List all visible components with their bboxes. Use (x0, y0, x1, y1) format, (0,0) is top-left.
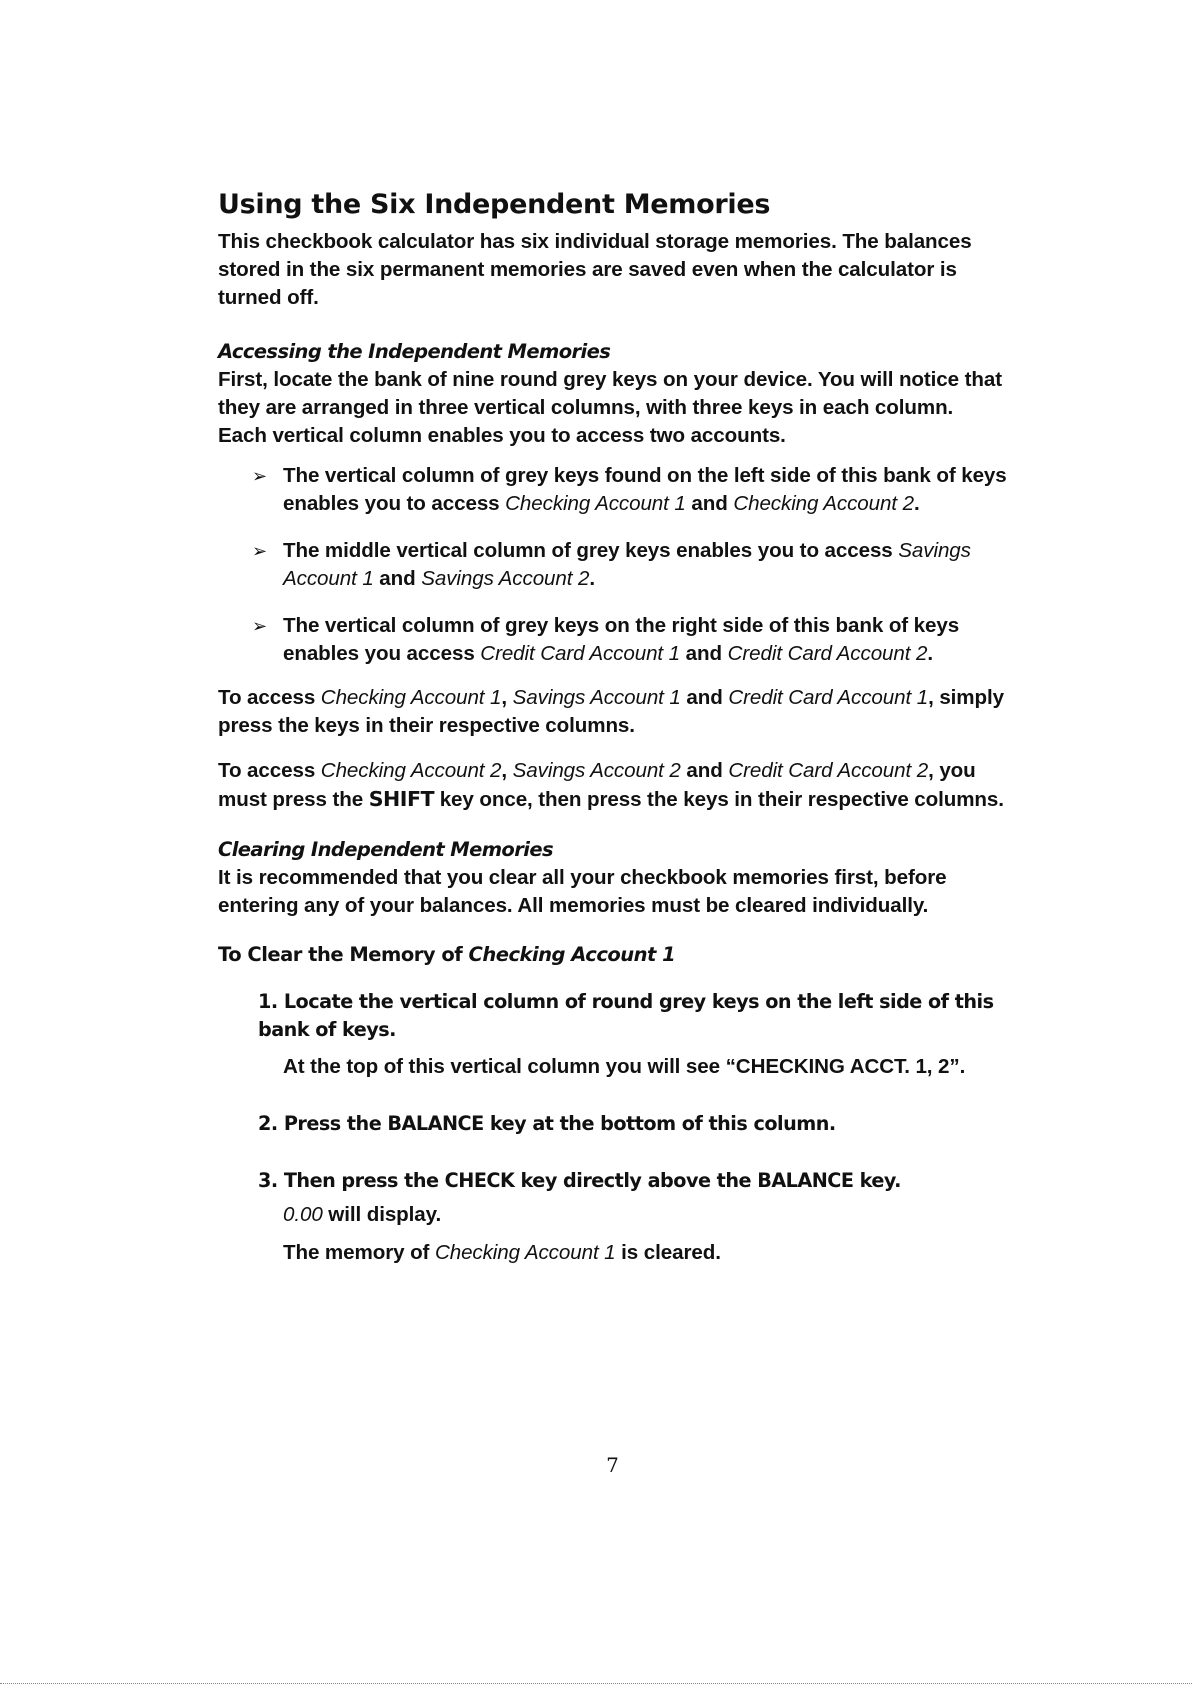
accessing-paragraph-1: First, locate the bank of nine round grey keys on your device. You will notice that they are arranged in three vertical columns, with three keys in each column. (218, 368, 1002, 419)
arrow-bullet-icon: ➢ (252, 466, 267, 486)
step-2: 2. Press the BALANCE key at the bottom of this column. (258, 1112, 836, 1135)
access-accounts-2-paragraph: To access Checking Account 2, Savings Account 2 and Credit Card Account 2, you must press the SHIFT key once, then press the keys in their respective columns. (218, 759, 1004, 811)
accessing-heading: Accessing the Independent Memories (218, 340, 611, 363)
arrow-bullet-icon: ➢ (252, 541, 267, 561)
page-number: 7 (606, 1453, 619, 1477)
clearing-heading: Clearing Independent Memories (218, 838, 553, 861)
account-column-list (218, 462, 1018, 668)
clear-subheading: To Clear the Memory of Checking Account 1 (218, 943, 676, 966)
list-item: ➢ The vertical column of grey keys on the right side of this bank of keys enables you access Credit Card Account 1 and Credit Card Account 2. (252, 614, 960, 665)
clearing-paragraph: It is recommended that you clear all your checkbook memories first, before entering any of your balances. All memories must be cleared individually. (218, 866, 947, 917)
page-title: Using the Six Independent Memories (218, 189, 771, 220)
arrow-bullet-icon: ➢ (252, 616, 267, 636)
step-3-note-1: 0.00 will display. (283, 1203, 442, 1226)
list-item: ➢ The vertical column of grey keys found on the left side of this bank of keys enables you to access Checking Account 1 and Checking Account 2. (252, 464, 1007, 515)
list-item: ➢ The middle vertical column of grey keys enables you to access Savings Account 1 and Savings Account 2. (252, 539, 971, 590)
step-3: 3. Then press the CHECK key directly above the BALANCE key. (258, 1169, 901, 1192)
step-1: 1. Locate the vertical column of round grey keys on the left side of this bank of keys. (258, 990, 994, 1041)
document-page (218, 188, 1018, 1267)
step-3-note-2: The memory of Checking Account 1 is cleared. (283, 1241, 721, 1264)
shift-key-label: SHIFT (368, 787, 435, 811)
access-accounts-1-paragraph: To access Checking Account 1, Savings Account 1 and Credit Card Account 1, simply press the keys in their respective columns. (218, 686, 1004, 737)
intro-paragraph: This checkbook calculator has six individual storage memories. The balances stored in the six permanent memories are saved even when the calculator is turned off. (218, 230, 972, 309)
accessing-paragraph-2: Each vertical column enables you to access two accounts. (218, 424, 786, 447)
page-bottom-border (0, 1683, 1192, 1684)
step-1-note: At the top of this vertical column you will see “CHECKING ACCT. 1, 2”. (283, 1055, 966, 1078)
